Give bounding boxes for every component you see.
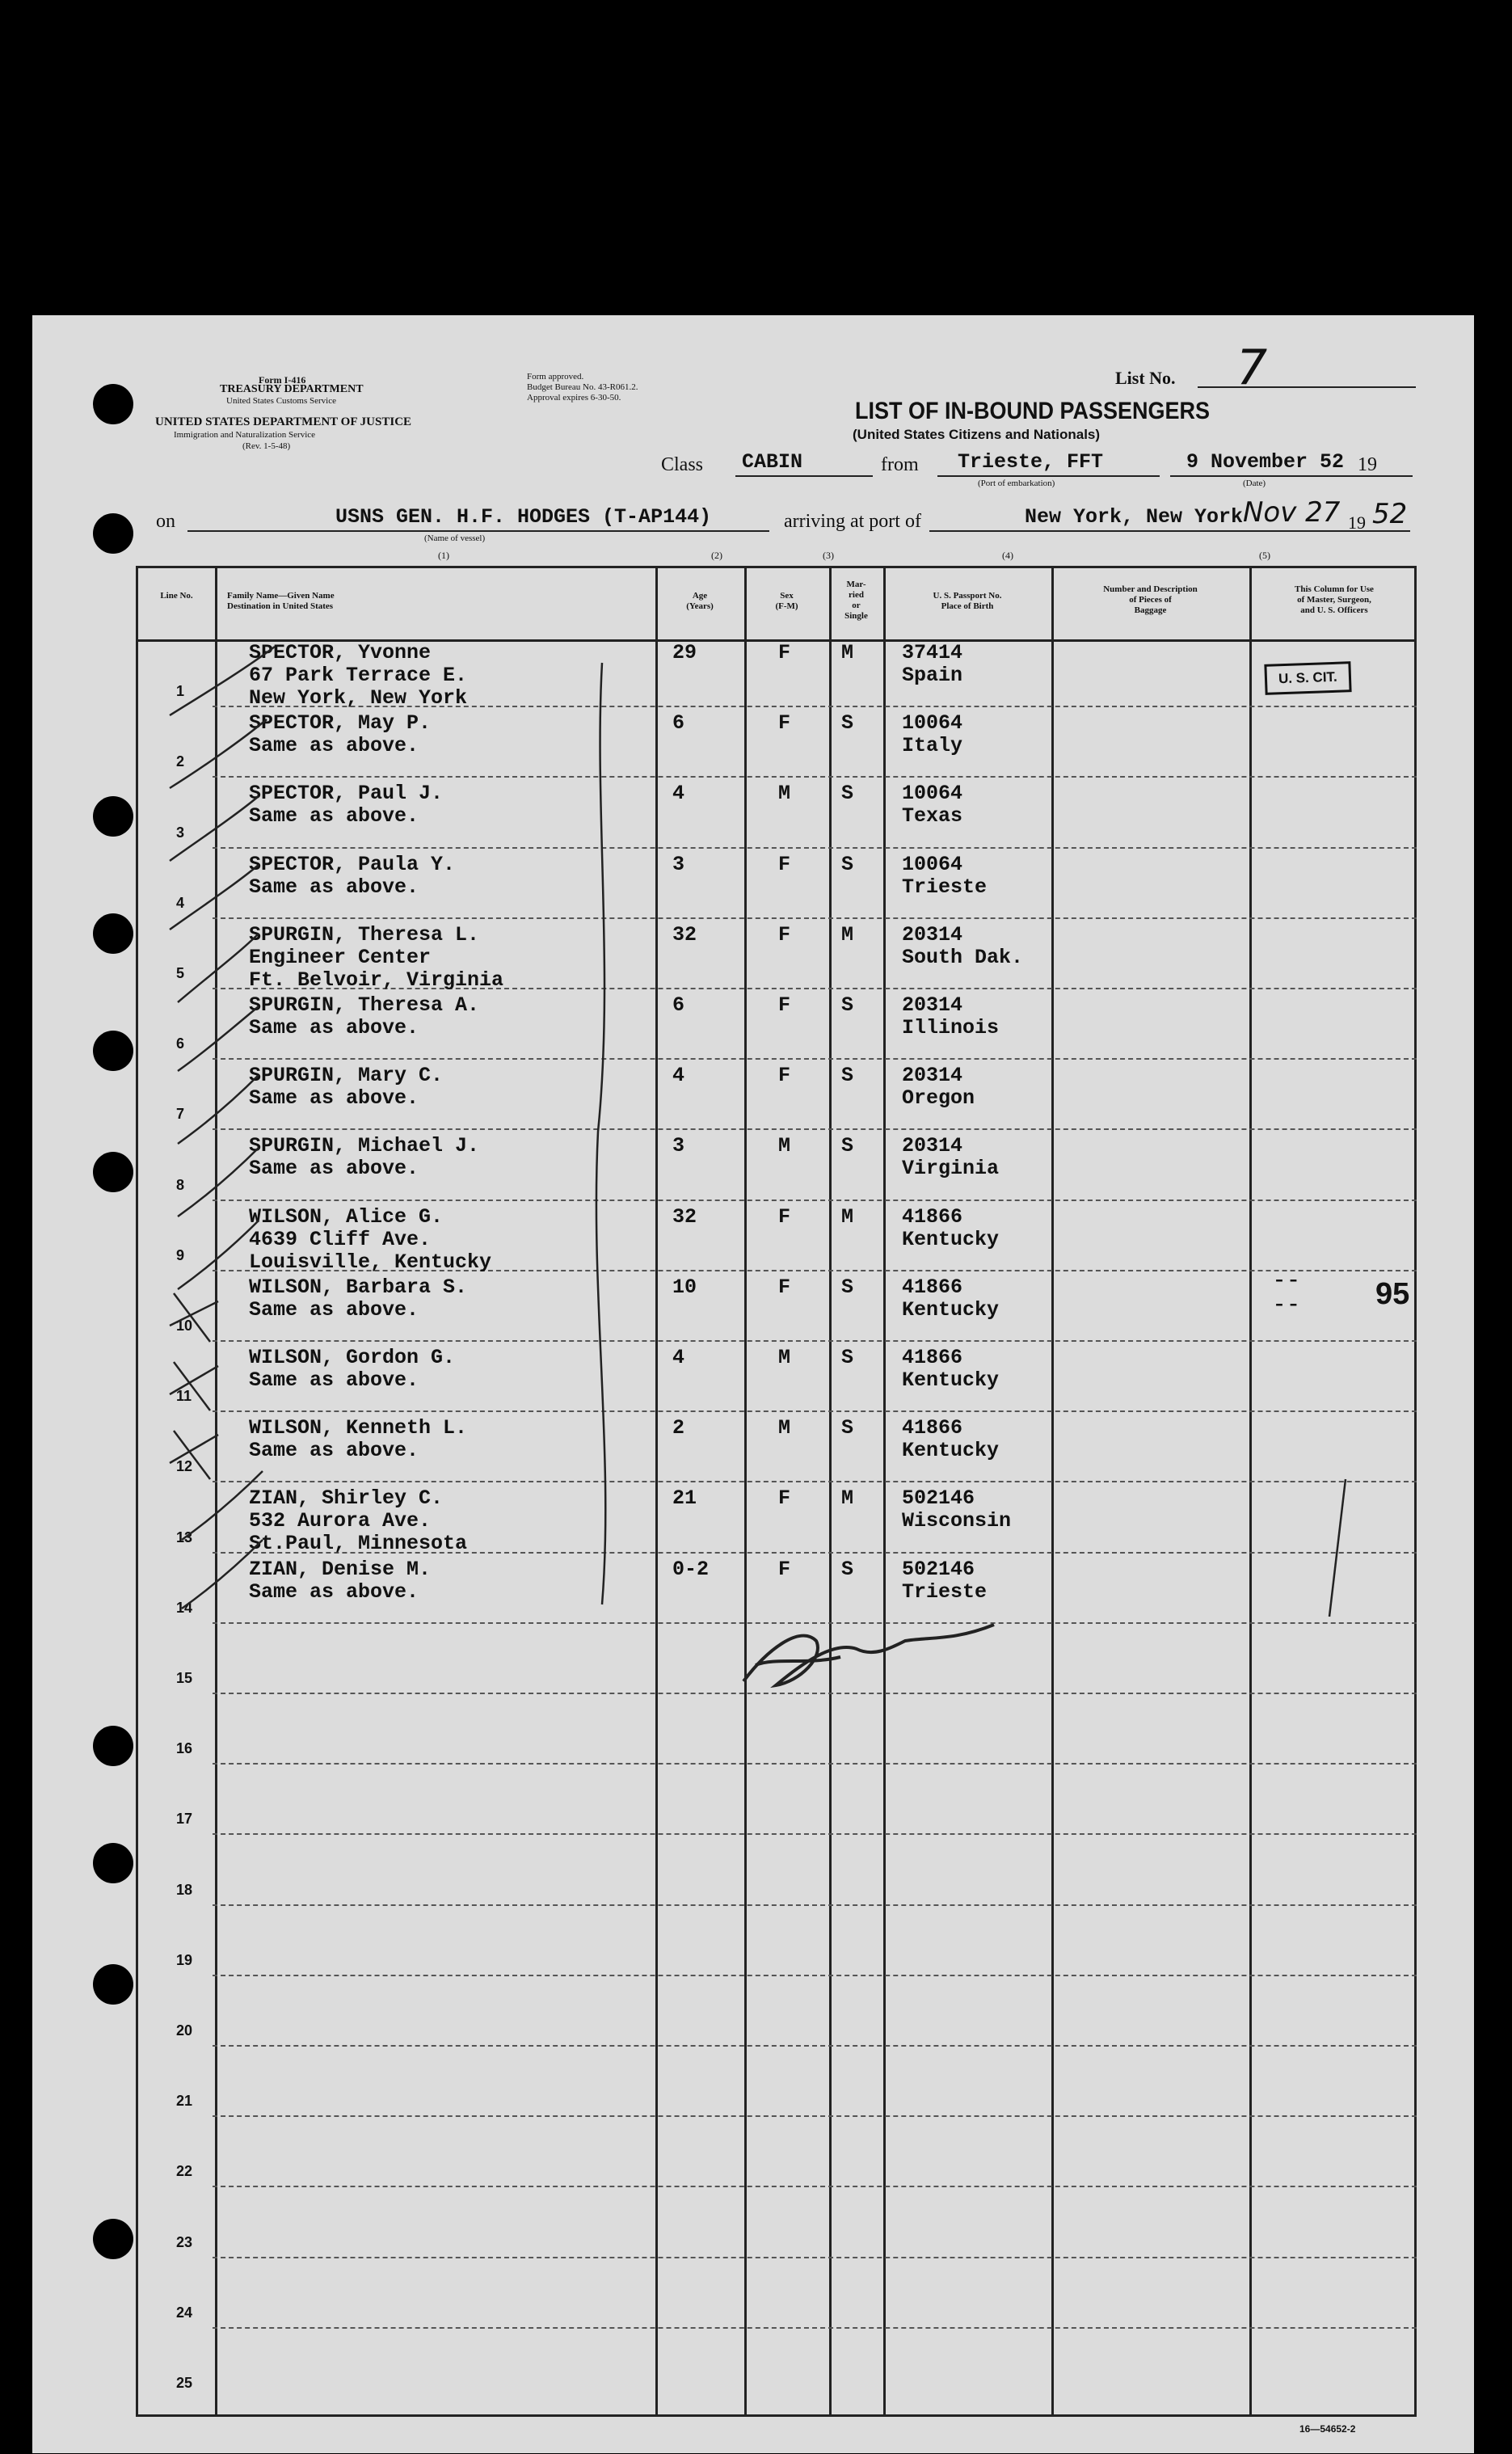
line-number: 20 bbox=[176, 2022, 193, 2039]
destination-line2: St.Paul, Minnesota bbox=[249, 1532, 468, 1556]
destination-line1: 67 Park Terrace E. bbox=[249, 664, 468, 687]
us-citizen-stamp: U. S. CIT. bbox=[1264, 661, 1351, 695]
line-number: 15 bbox=[176, 1670, 193, 1686]
approval-line2: Budget Bureau No. 43-R061.2. bbox=[527, 382, 638, 392]
line-number: 18 bbox=[176, 1881, 193, 1898]
age: 3 bbox=[672, 852, 685, 876]
place-of-birth: Virginia bbox=[902, 1157, 1000, 1181]
place-of-birth: Trieste bbox=[902, 1579, 988, 1604]
col-header-age: Age (Years) bbox=[686, 591, 714, 611]
passport-number: 502146 bbox=[902, 1557, 975, 1581]
line-number: 24 bbox=[176, 2304, 193, 2321]
destination-line2: Louisville, Kentucky bbox=[249, 1250, 492, 1274]
passenger-name: WILSON, Gordon G. bbox=[249, 1346, 456, 1369]
passport-number: 41866 bbox=[902, 1416, 963, 1440]
passenger-name: SPECTOR, Paula Y. bbox=[249, 852, 456, 876]
passport-number: 41866 bbox=[902, 1275, 963, 1299]
customs-service: United States Customs Service bbox=[226, 396, 336, 406]
age: 6 bbox=[672, 993, 685, 1017]
year-prefix: 19 bbox=[1358, 454, 1377, 475]
marital-status: S bbox=[841, 1557, 854, 1581]
age: 32 bbox=[672, 1204, 697, 1229]
col-header-married: Mar- ried or Single bbox=[844, 580, 868, 621]
sex: F bbox=[778, 993, 791, 1017]
place-of-birth: Wisconsin bbox=[902, 1509, 1012, 1533]
age: 4 bbox=[672, 1064, 685, 1088]
sex: F bbox=[778, 641, 791, 664]
passenger-name: WILSON, Kenneth L. bbox=[249, 1416, 468, 1440]
footer-code: 16—54652-2 bbox=[1299, 2423, 1356, 2435]
margin-number: 95 bbox=[1375, 1277, 1410, 1311]
from-value: Trieste, FFT bbox=[958, 450, 1104, 474]
marital-status: S bbox=[841, 1064, 854, 1088]
col-num-1: (1) bbox=[438, 550, 449, 561]
destination-line2: New York, New York bbox=[249, 686, 468, 710]
sex: M bbox=[778, 782, 791, 806]
from-label: from bbox=[881, 454, 919, 475]
arrival-port: New York, New York bbox=[1025, 505, 1244, 529]
sex: F bbox=[778, 922, 791, 947]
form-id: Form I-416 bbox=[259, 374, 306, 386]
line-number: 25 bbox=[176, 2375, 193, 2391]
port-embark-caption: (Port of embarkation) bbox=[978, 479, 1055, 488]
line-number: 2 bbox=[176, 753, 185, 770]
marital-status: S bbox=[841, 1346, 854, 1369]
col-num-2: (2) bbox=[711, 550, 722, 561]
date-value: 9 November 52 bbox=[1186, 450, 1345, 474]
destination-line1: 532 Aurora Ave. bbox=[249, 1509, 432, 1533]
date-caption: (Date) bbox=[1243, 479, 1266, 488]
sex: F bbox=[778, 1275, 791, 1299]
line-number: 17 bbox=[176, 1811, 193, 1828]
class-value: CABIN bbox=[742, 450, 803, 474]
line-number: 16 bbox=[176, 1740, 193, 1757]
page-title: LIST OF IN-BOUND PASSENGERS bbox=[855, 398, 1211, 424]
line-number: 21 bbox=[176, 2093, 193, 2110]
line-number: 23 bbox=[176, 2233, 193, 2250]
sex: M bbox=[778, 1346, 791, 1369]
age: 32 bbox=[672, 922, 697, 947]
place-of-birth: Illinois bbox=[902, 1016, 1000, 1039]
marital-status: S bbox=[841, 993, 854, 1017]
destination-line1: 4639 Cliff Ave. bbox=[249, 1227, 432, 1251]
place-of-birth: Oregon bbox=[902, 1086, 975, 1111]
line-number: 19 bbox=[176, 1951, 193, 1968]
age: 3 bbox=[672, 1134, 685, 1158]
passport-number: 20314 bbox=[902, 1134, 963, 1158]
sex: F bbox=[778, 1064, 791, 1088]
sex: F bbox=[778, 1204, 791, 1229]
destination-line1: Engineer Center bbox=[249, 945, 432, 969]
destination-line1: Same as above. bbox=[249, 1297, 419, 1322]
passenger-name: SPURGIN, Theresa A. bbox=[249, 993, 480, 1017]
line-number: 1 bbox=[176, 683, 185, 700]
approval-line3: Approval expires 6-30-50. bbox=[527, 393, 621, 403]
passenger-name: WILSON, Barbara S. bbox=[249, 1275, 468, 1299]
arrival-year-handwritten: 52 bbox=[1372, 498, 1408, 530]
vessel-caption: (Name of vessel) bbox=[424, 533, 486, 543]
destination-line1: Same as above. bbox=[249, 1157, 419, 1181]
passport-number: 10064 bbox=[902, 782, 963, 806]
sex: F bbox=[778, 1486, 791, 1511]
line-number: 13 bbox=[176, 1528, 193, 1545]
passport-number: 20314 bbox=[902, 922, 963, 947]
class-label: Class bbox=[661, 454, 704, 475]
passenger-name: SPURGIN, Mary C. bbox=[249, 1064, 444, 1088]
check-marks bbox=[170, 647, 1346, 1617]
ins-service: Immigration and Naturalization Service bbox=[174, 430, 316, 440]
destination-line1: Same as above. bbox=[249, 1579, 419, 1604]
marital-status: S bbox=[841, 1275, 854, 1299]
passport-number: 37414 bbox=[902, 641, 963, 664]
sex: M bbox=[778, 1416, 791, 1440]
passenger-name: ZIAN, Shirley C. bbox=[249, 1486, 444, 1511]
age: 2 bbox=[672, 1416, 685, 1440]
line-number: 9 bbox=[176, 1246, 185, 1263]
destination-line1: Same as above. bbox=[249, 1368, 419, 1392]
passport-number: 502146 bbox=[902, 1486, 975, 1511]
passenger-name: SPURGIN, Theresa L. bbox=[249, 922, 480, 947]
age: 10 bbox=[672, 1275, 697, 1299]
col-header-sex: Sex (F-M) bbox=[775, 591, 798, 611]
page-subtitle: (United States Citizens and Nationals) bbox=[853, 427, 1101, 442]
age: 21 bbox=[672, 1486, 697, 1511]
destination-line1: Same as above. bbox=[249, 804, 419, 829]
destination-line1: Same as above. bbox=[249, 1086, 419, 1111]
marital-status: M bbox=[841, 922, 854, 947]
passport-number: 10064 bbox=[902, 852, 963, 876]
sex: F bbox=[778, 1557, 791, 1581]
line-number: 8 bbox=[176, 1176, 185, 1193]
sex: F bbox=[778, 852, 791, 876]
age: 0-2 bbox=[672, 1557, 710, 1581]
line-number: 12 bbox=[176, 1458, 193, 1475]
revision: (Rev. 1-5-48) bbox=[242, 441, 291, 451]
line-number: 4 bbox=[176, 894, 185, 911]
signature-icon bbox=[743, 1625, 994, 1685]
sex: F bbox=[778, 711, 791, 736]
line-number: 14 bbox=[176, 1599, 193, 1616]
passenger-name: SPECTOR, Paul J. bbox=[249, 782, 444, 806]
marital-status: S bbox=[841, 1134, 854, 1158]
place-of-birth: Texas bbox=[902, 804, 963, 829]
destination-line1: Same as above. bbox=[249, 734, 419, 758]
passport-number: 20314 bbox=[902, 1064, 963, 1088]
marital-status: M bbox=[841, 641, 854, 664]
place-of-birth: Kentucky bbox=[902, 1439, 1000, 1463]
passport-number: 41866 bbox=[902, 1346, 963, 1369]
place-of-birth: South Dak. bbox=[902, 945, 1024, 969]
line-number: 22 bbox=[176, 2163, 193, 2180]
marital-status: S bbox=[841, 852, 854, 876]
passenger-name: ZIAN, Denise M. bbox=[249, 1557, 432, 1581]
place-of-birth: Trieste bbox=[902, 875, 988, 899]
place-of-birth: Kentucky bbox=[902, 1227, 1000, 1251]
col-header-line: Line No. bbox=[160, 591, 193, 601]
officer-dashes: - - bbox=[1275, 1289, 1298, 1316]
destination-line1: Same as above. bbox=[249, 1016, 419, 1039]
line-number: 5 bbox=[176, 965, 185, 981]
justice-dept: UNITED STATES DEPARTMENT OF JUSTICE bbox=[155, 415, 412, 428]
passenger-name: SPECTOR, May P. bbox=[249, 711, 432, 736]
on-label: on bbox=[156, 511, 175, 532]
destination-line2: Ft. Belvoir, Virginia bbox=[249, 968, 504, 992]
arrival-year-prefix: 19 bbox=[1348, 512, 1366, 533]
line-number: 6 bbox=[176, 1035, 185, 1052]
col-num-4: (4) bbox=[1002, 550, 1013, 561]
line-number: 3 bbox=[176, 824, 185, 841]
place-of-birth: Kentucky bbox=[902, 1368, 1000, 1392]
arrival-date-handwritten: Nov 27 bbox=[1243, 496, 1341, 529]
passenger-name: SPURGIN, Michael J. bbox=[249, 1134, 480, 1158]
col-header-officers: This Column for Use of Master, Surgeon, and U. S. Officers bbox=[1295, 584, 1374, 615]
passenger-name: SPECTOR, Yvonne bbox=[249, 641, 432, 664]
col-num-3: (3) bbox=[823, 550, 834, 561]
marital-status: S bbox=[841, 782, 854, 806]
col-num-5: (5) bbox=[1259, 550, 1270, 561]
age: 29 bbox=[672, 641, 697, 664]
place-of-birth: Italy bbox=[902, 734, 963, 758]
marital-status: M bbox=[841, 1486, 854, 1511]
vessel-name: USNS GEN. H.F. HODGES (T-AP144) bbox=[335, 505, 712, 529]
passport-number: 10064 bbox=[902, 711, 963, 736]
line-number: 7 bbox=[176, 1106, 185, 1123]
col-header-name: Family Name—Given Name Destination in United States bbox=[227, 591, 335, 611]
age: 4 bbox=[672, 782, 685, 806]
col-header-passport: U. S. Passport No. Place of Birth bbox=[933, 591, 1002, 611]
marital-status: S bbox=[841, 1416, 854, 1440]
passport-number: 20314 bbox=[902, 993, 963, 1017]
approval-line1: Form approved. bbox=[527, 372, 584, 382]
line-number: 10 bbox=[176, 1318, 193, 1334]
age: 6 bbox=[672, 711, 685, 736]
list-no-label: List No. bbox=[1115, 368, 1176, 388]
passport-number: 41866 bbox=[902, 1204, 963, 1229]
col-header-baggage: Number and Description of Pieces of Baggage bbox=[1103, 584, 1198, 615]
list-no-value: 7 bbox=[1236, 339, 1268, 396]
passenger-name: WILSON, Alice G. bbox=[249, 1204, 444, 1229]
treasury-dept: TREASURY DEPARTMENT bbox=[220, 383, 364, 395]
destination-line1: Same as above. bbox=[249, 875, 419, 899]
sex: M bbox=[778, 1134, 791, 1158]
destination-line1: Same as above. bbox=[249, 1439, 419, 1463]
age: 4 bbox=[672, 1346, 685, 1369]
place-of-birth: Kentucky bbox=[902, 1297, 1000, 1322]
arriving-label: arriving at port of bbox=[784, 511, 921, 532]
marital-status: S bbox=[841, 711, 854, 736]
officer-dashes: - - bbox=[1275, 1265, 1298, 1292]
line-number: 11 bbox=[176, 1388, 192, 1405]
marital-status: M bbox=[841, 1204, 854, 1229]
place-of-birth: Spain bbox=[902, 664, 963, 687]
